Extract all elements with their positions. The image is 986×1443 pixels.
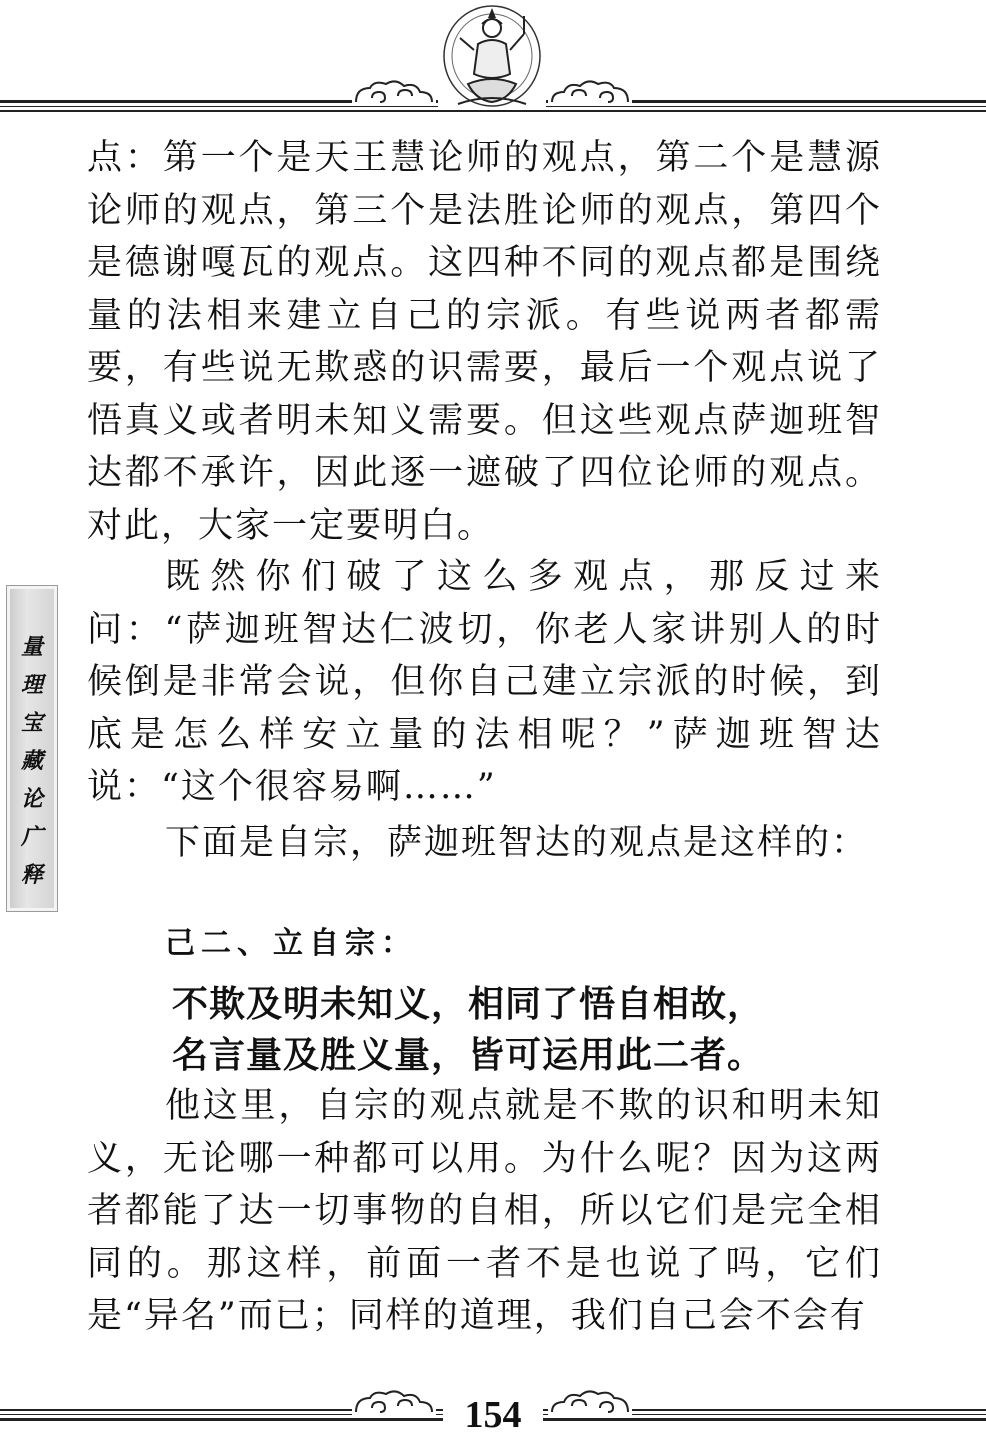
- page-number: 154: [443, 1392, 543, 1438]
- auspicious-cloud-icon: [548, 78, 632, 106]
- body-paragraph: 既然你们破了这么多观点，那反过来问：“萨迦班智达仁波切，你老人家讲别人的时候倒是非常会说，但你自己建立宗派的时候，到底是怎么样安立量的法相呢？”萨迦班智达说：“这个很容易啊……”: [87, 557, 882, 807]
- body-paragraph: 下面是自宗，萨迦班智达的观点是这样的：: [165, 823, 869, 863]
- side-title-char: 释: [20, 862, 43, 888]
- section-heading: 己二、立自宗：: [165, 926, 417, 961]
- side-title-char: 广: [20, 824, 43, 850]
- auspicious-cloud-icon: [352, 78, 436, 106]
- side-title-char: 论: [20, 786, 43, 812]
- padmasambhava-deity-icon: [438, 4, 546, 110]
- side-book-title-tab: [6, 585, 58, 912]
- body-paragraph: 点：第一个是天王慧论师的观点，第二个是慧源论师的观点，第三个是法胜论师的观点，第四个是德谢嘎瓦的观点。这四种不同的观点都是围绕量的法相来建立自己的宗派。有些说两者都需要，有些说无欺惑的识需要，最后一个观点说了悟真义或者明未知义需要。但这些观点萨迦班智达都不承许，因此逐一遮破了四位论师的观点。对此，大家一定要明白。: [87, 138, 882, 546]
- auspicious-cloud-icon: [352, 1388, 436, 1416]
- root-verse-line: 名言量及胜义量，皆可运用此二者。: [172, 1035, 765, 1076]
- side-title-char: 宝: [20, 710, 43, 736]
- header-rule: [0, 110, 986, 112]
- side-title-char: 藏: [20, 748, 43, 774]
- root-verse-line: 不欺及明未知义，相同了悟自相故，: [172, 984, 765, 1025]
- side-title-char: 量: [20, 634, 43, 660]
- body-paragraph: 他这里，自宗的观点就是不欺的识和明未知义，无论哪一种都可以用。为什么呢？因为这两者都能了达一切事物的自相，所以它们是完全相同的。那这样，前面一者不是也说了吗，它们是“异名”而已；同样的道理，我们自己会不会有: [87, 1086, 882, 1336]
- side-title-char: 理: [20, 672, 43, 698]
- auspicious-cloud-icon: [548, 1388, 632, 1416]
